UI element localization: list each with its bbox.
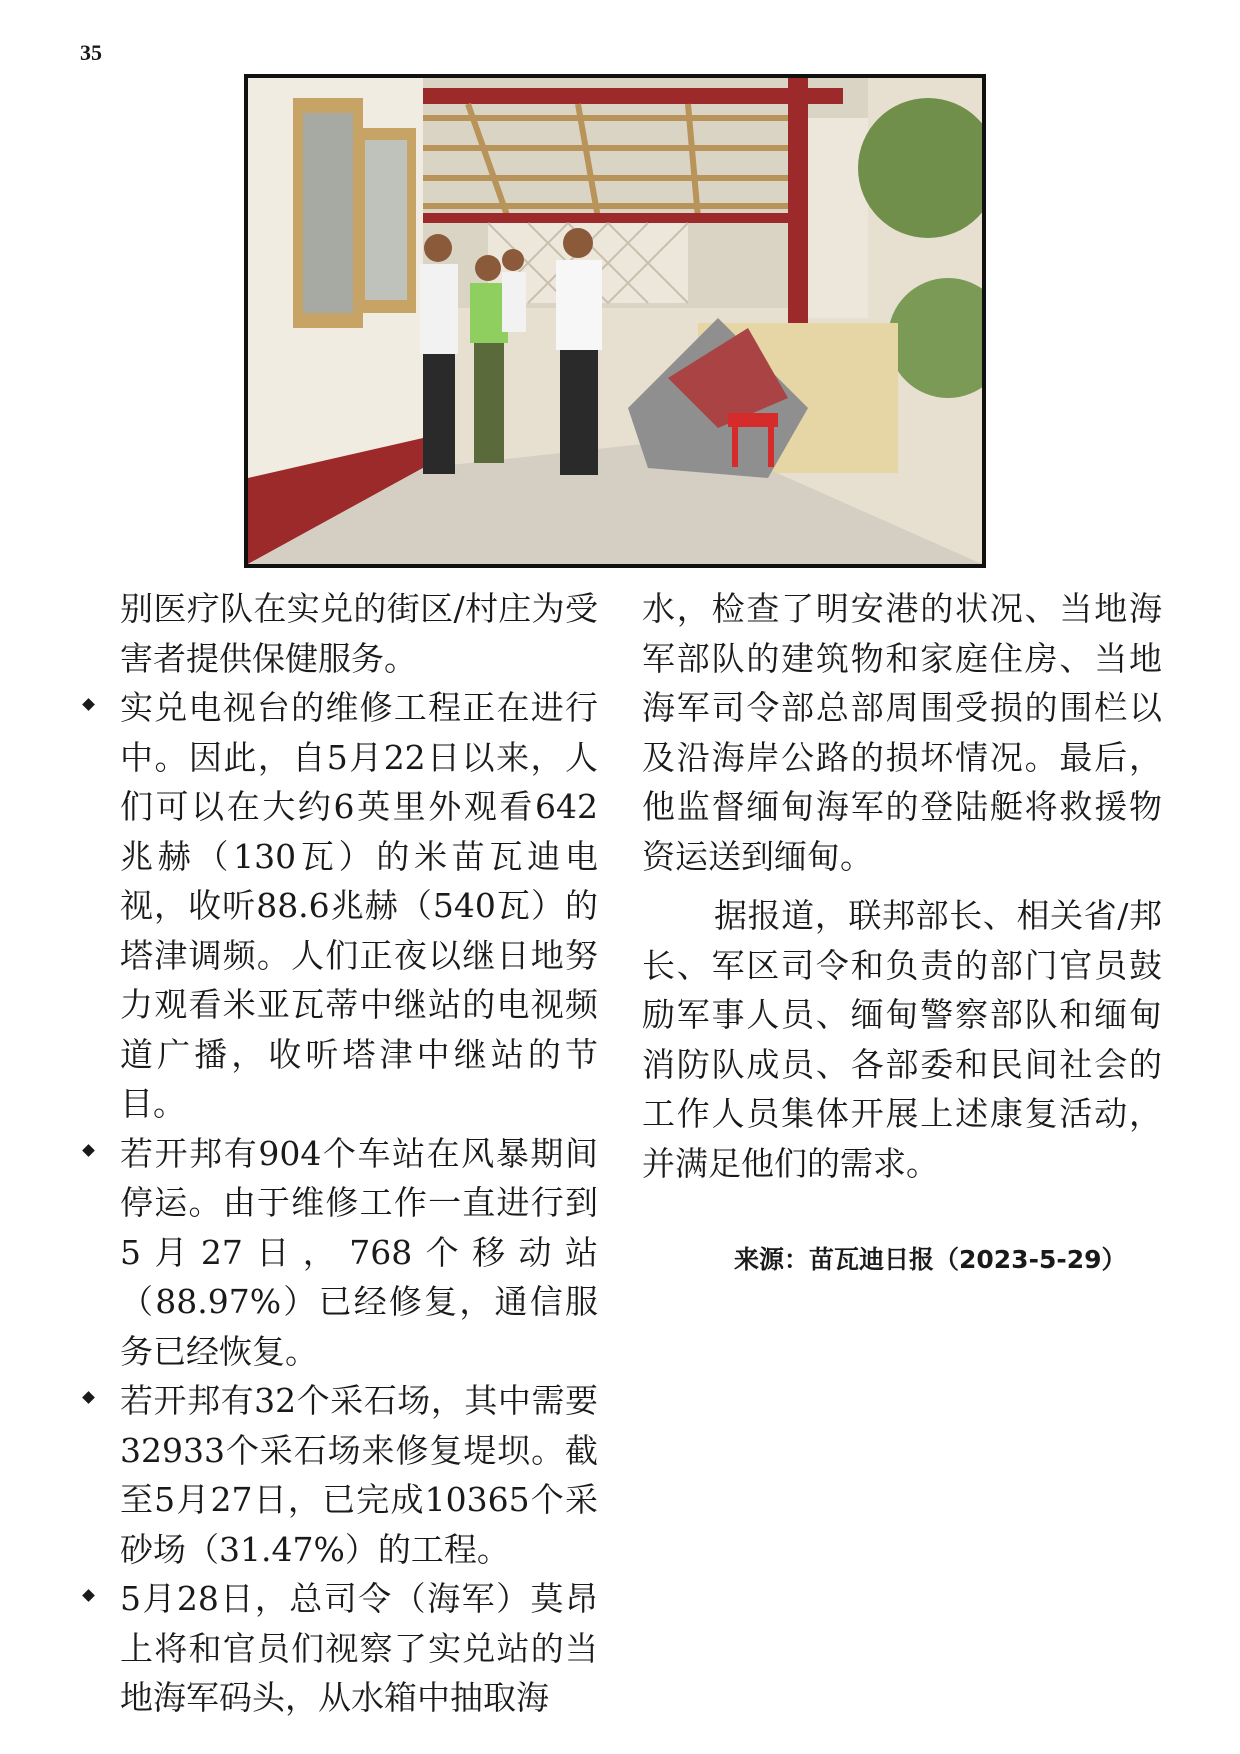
intro-paragraph: 别医疗队在实兑的街区/村庄为受害者提供保健服务。: [120, 589, 598, 678]
bullet-item-navy-inspection: [120, 1574, 598, 1723]
diamond-bullet-icon: [82, 1144, 95, 1157]
diamond-bullet-icon: [82, 1391, 95, 1404]
bullet-item-telecom: [120, 1129, 598, 1377]
right-column: [642, 584, 1162, 1188]
bullet-text: 实兑电视台的维修工程正在进行中。因此，自5月22日以来，人们可以在大约6英里外观看642兆赫（130瓦）的米苗瓦迪电视，收听88.6兆赫（540瓦）的塔津调频。人们正夜以继日地努力观看米亚瓦蒂中继站的电视频道广播，收听塔津中继站的节目。: [120, 688, 598, 1123]
bullet-list: [120, 683, 598, 1723]
source-citation: 来源：苗瓦迪日报（2023-5-29）: [734, 1245, 1127, 1274]
left-column: [120, 584, 598, 1723]
bullet-text: 5月28日，总司令（海军）莫昂上将和官员们视察了实兑站的当地海军码头，从水箱中抽取海: [120, 1579, 598, 1717]
news-photo: [244, 74, 986, 568]
bullet-text: 若开邦有32个采石场，其中需要32933个采石场来修复堤坝。截至5月27日，已完成10365个采砂场（31.47%）的工程。: [120, 1381, 598, 1569]
report-paragraph: 据报道，联邦部长、相关省/邦长、军区司令和负责的部门官员鼓励军事人员、缅甸警察部队和缅甸消防队成员、各部委和民间社会的工作人员集体开展上述康复活动，并满足他们的需求。: [642, 896, 1162, 1183]
continuation-paragraph: 水，检查了明安港的状况、当地海军部队的建筑物和家庭住房、当地海军司令部总部周围受损的围栏以及沿海岸公路的损坏情况。最后，他监督缅甸海军的登陆艇将救援物资运送到缅甸。: [642, 589, 1162, 876]
bullet-item-tv-station: [120, 683, 598, 1129]
bullet-text: 若开邦有904个车站在风暴期间停运。由于维修工作一直进行到5月27日，768个移动站（88.97%）已经修复，通信服务已经恢复。: [120, 1133, 598, 1371]
bullet-item-quarries: [120, 1376, 598, 1574]
page-number: 35: [80, 40, 102, 65]
diamond-bullet-icon: [82, 698, 95, 711]
diamond-bullet-icon: [82, 1589, 95, 1602]
storm-damage-photo-illustration: [248, 78, 982, 564]
